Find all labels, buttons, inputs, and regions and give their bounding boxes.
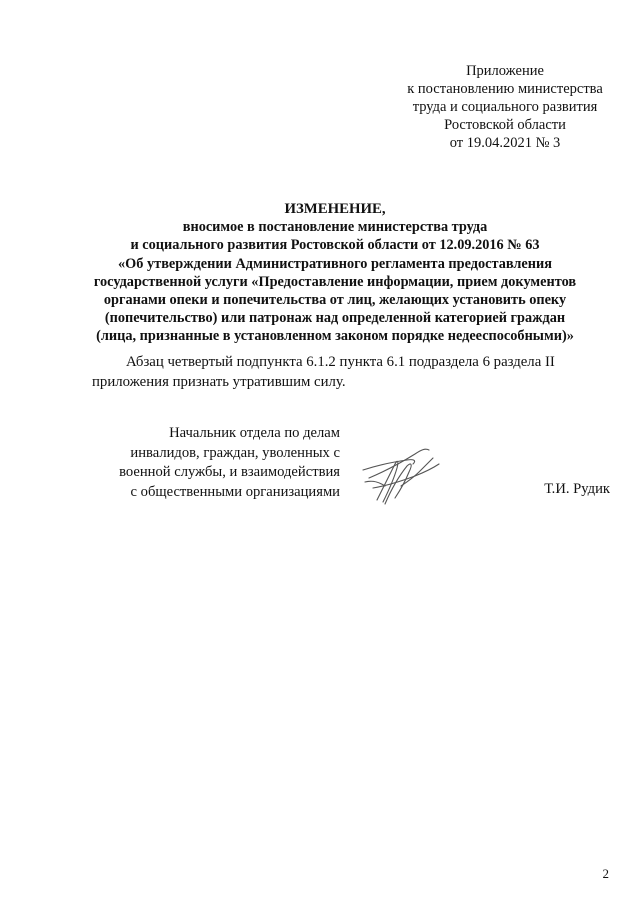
appendix-line: Приложение [466,63,544,79]
title-line: и социального развития Ростовской области от 12.09.2016 № 63 [130,237,540,254]
appendix-line: Ростовской области [444,117,566,133]
title-line: государственной услуги «Предоставление информации, прием документов [93,273,577,290]
signer-name: Т.И. Рудик [544,481,610,497]
handwritten-signature [355,442,445,512]
signer-position-line: Начальник отдела по делам [169,425,340,441]
page-number: 2 [602,866,609,881]
appendix-date-line: от 19.04.2021 № 3 [449,135,561,151]
appendix-header [380,62,630,152]
title-line: органами опеки и попечительства от лиц, желающих установить опеку [103,292,567,309]
signer-position [80,424,340,502]
title-line: «Об утверждении Административного регламента предоставления [118,255,552,272]
title-line: (попечительство) или патронаж над определенной категорией граждан [104,310,566,327]
title-line: вносимое в постановление министерства труда [182,219,488,236]
appendix-line: труда и социального развития [412,99,598,115]
body-paragraph-line: Абзац четвертый подпункта 6.1.2 пункта 6.1 подраздела 6 раздела II [126,354,555,370]
body-paragraph-line: приложения признать утратившим силу. [92,374,346,390]
document-title [60,200,610,346]
signer-position-line: инвалидов, граждан, уволенных с [130,444,340,461]
title-line: (лица, признанные в установленном законом порядке недееспособными)» [96,328,574,345]
appendix-line: к постановлению министерства [407,81,603,97]
signer-position-line: с общественными организациями [130,483,340,500]
signer-position-line: военной службы, и взаимодействия [119,464,340,480]
title-heading: ИЗМЕНЕНИЕ, [284,201,386,217]
